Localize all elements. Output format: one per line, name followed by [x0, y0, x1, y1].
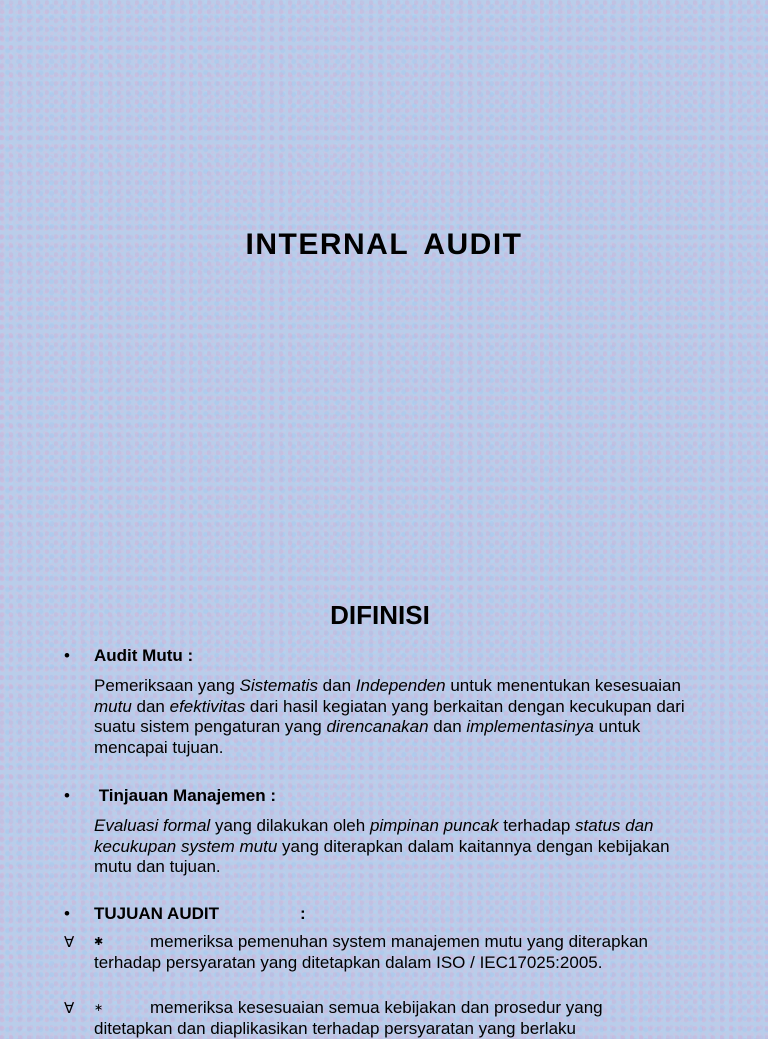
- audit-mutu-heading: Audit Mutu :: [94, 646, 194, 665]
- bullet-icon: •: [64, 786, 70, 805]
- document-title: INTERNAL AUDIT: [245, 228, 523, 261]
- slide-definitions: [0, 500, 768, 1038]
- tujuan-audit-heading: TUJUAN AUDIT: [94, 904, 219, 923]
- forall-icon: ∀: [64, 999, 75, 1017]
- tinjauan-manajemen-definition: Evaluasi formal yang dilakukan oleh pimpinan puncak terhadap status dan kecukupan system mutu yang diterapkan dalam kaitannya dengan kebijakan mutu dan tujuan.: [94, 816, 670, 876]
- forall-icon: ∀: [64, 933, 75, 951]
- audit-mutu-definition: Pemeriksaan yang Sistematis dan Independen untuk menentukan kesesuaian mutu dan efektivitas dari hasil kegiatan yang berkaitan dengan kecukupan dari suatu sistem pengaturan yang direncanakan dan implementasinya untuk mencapai tujuan.: [94, 676, 685, 757]
- goal-text: memeriksa pemenuhan system manajemen mutu yang diterapkan terhadap persyaratan yang ditetapkan dalam ISO / IEC17025:2005.: [94, 932, 648, 972]
- section-title: DIFINISI: [330, 600, 430, 630]
- bullet-icon: •: [64, 646, 70, 665]
- goal-text: memeriksa kesesuaian semua kebijakan dan prosedur yang ditetapkan dan diaplikasikan terhadap persyaratan yang berlaku: [94, 998, 603, 1038]
- tujuan-audit-colon: :: [300, 904, 306, 923]
- audit-mutu-item: [64, 646, 704, 758]
- tinjauan-manajemen-heading: Tinjauan Manajemen :: [94, 786, 277, 805]
- tinjauan-manajemen-item: [64, 786, 704, 878]
- goal-item: [64, 998, 704, 1039]
- slide-title: [0, 0, 768, 500]
- tujuan-audit-item: [64, 904, 704, 926]
- asterisk-icon: ✱: [94, 935, 104, 948]
- asterisk-icon: ∗: [94, 1001, 104, 1014]
- bullet-icon: •: [64, 904, 70, 923]
- goal-item: [64, 932, 704, 973]
